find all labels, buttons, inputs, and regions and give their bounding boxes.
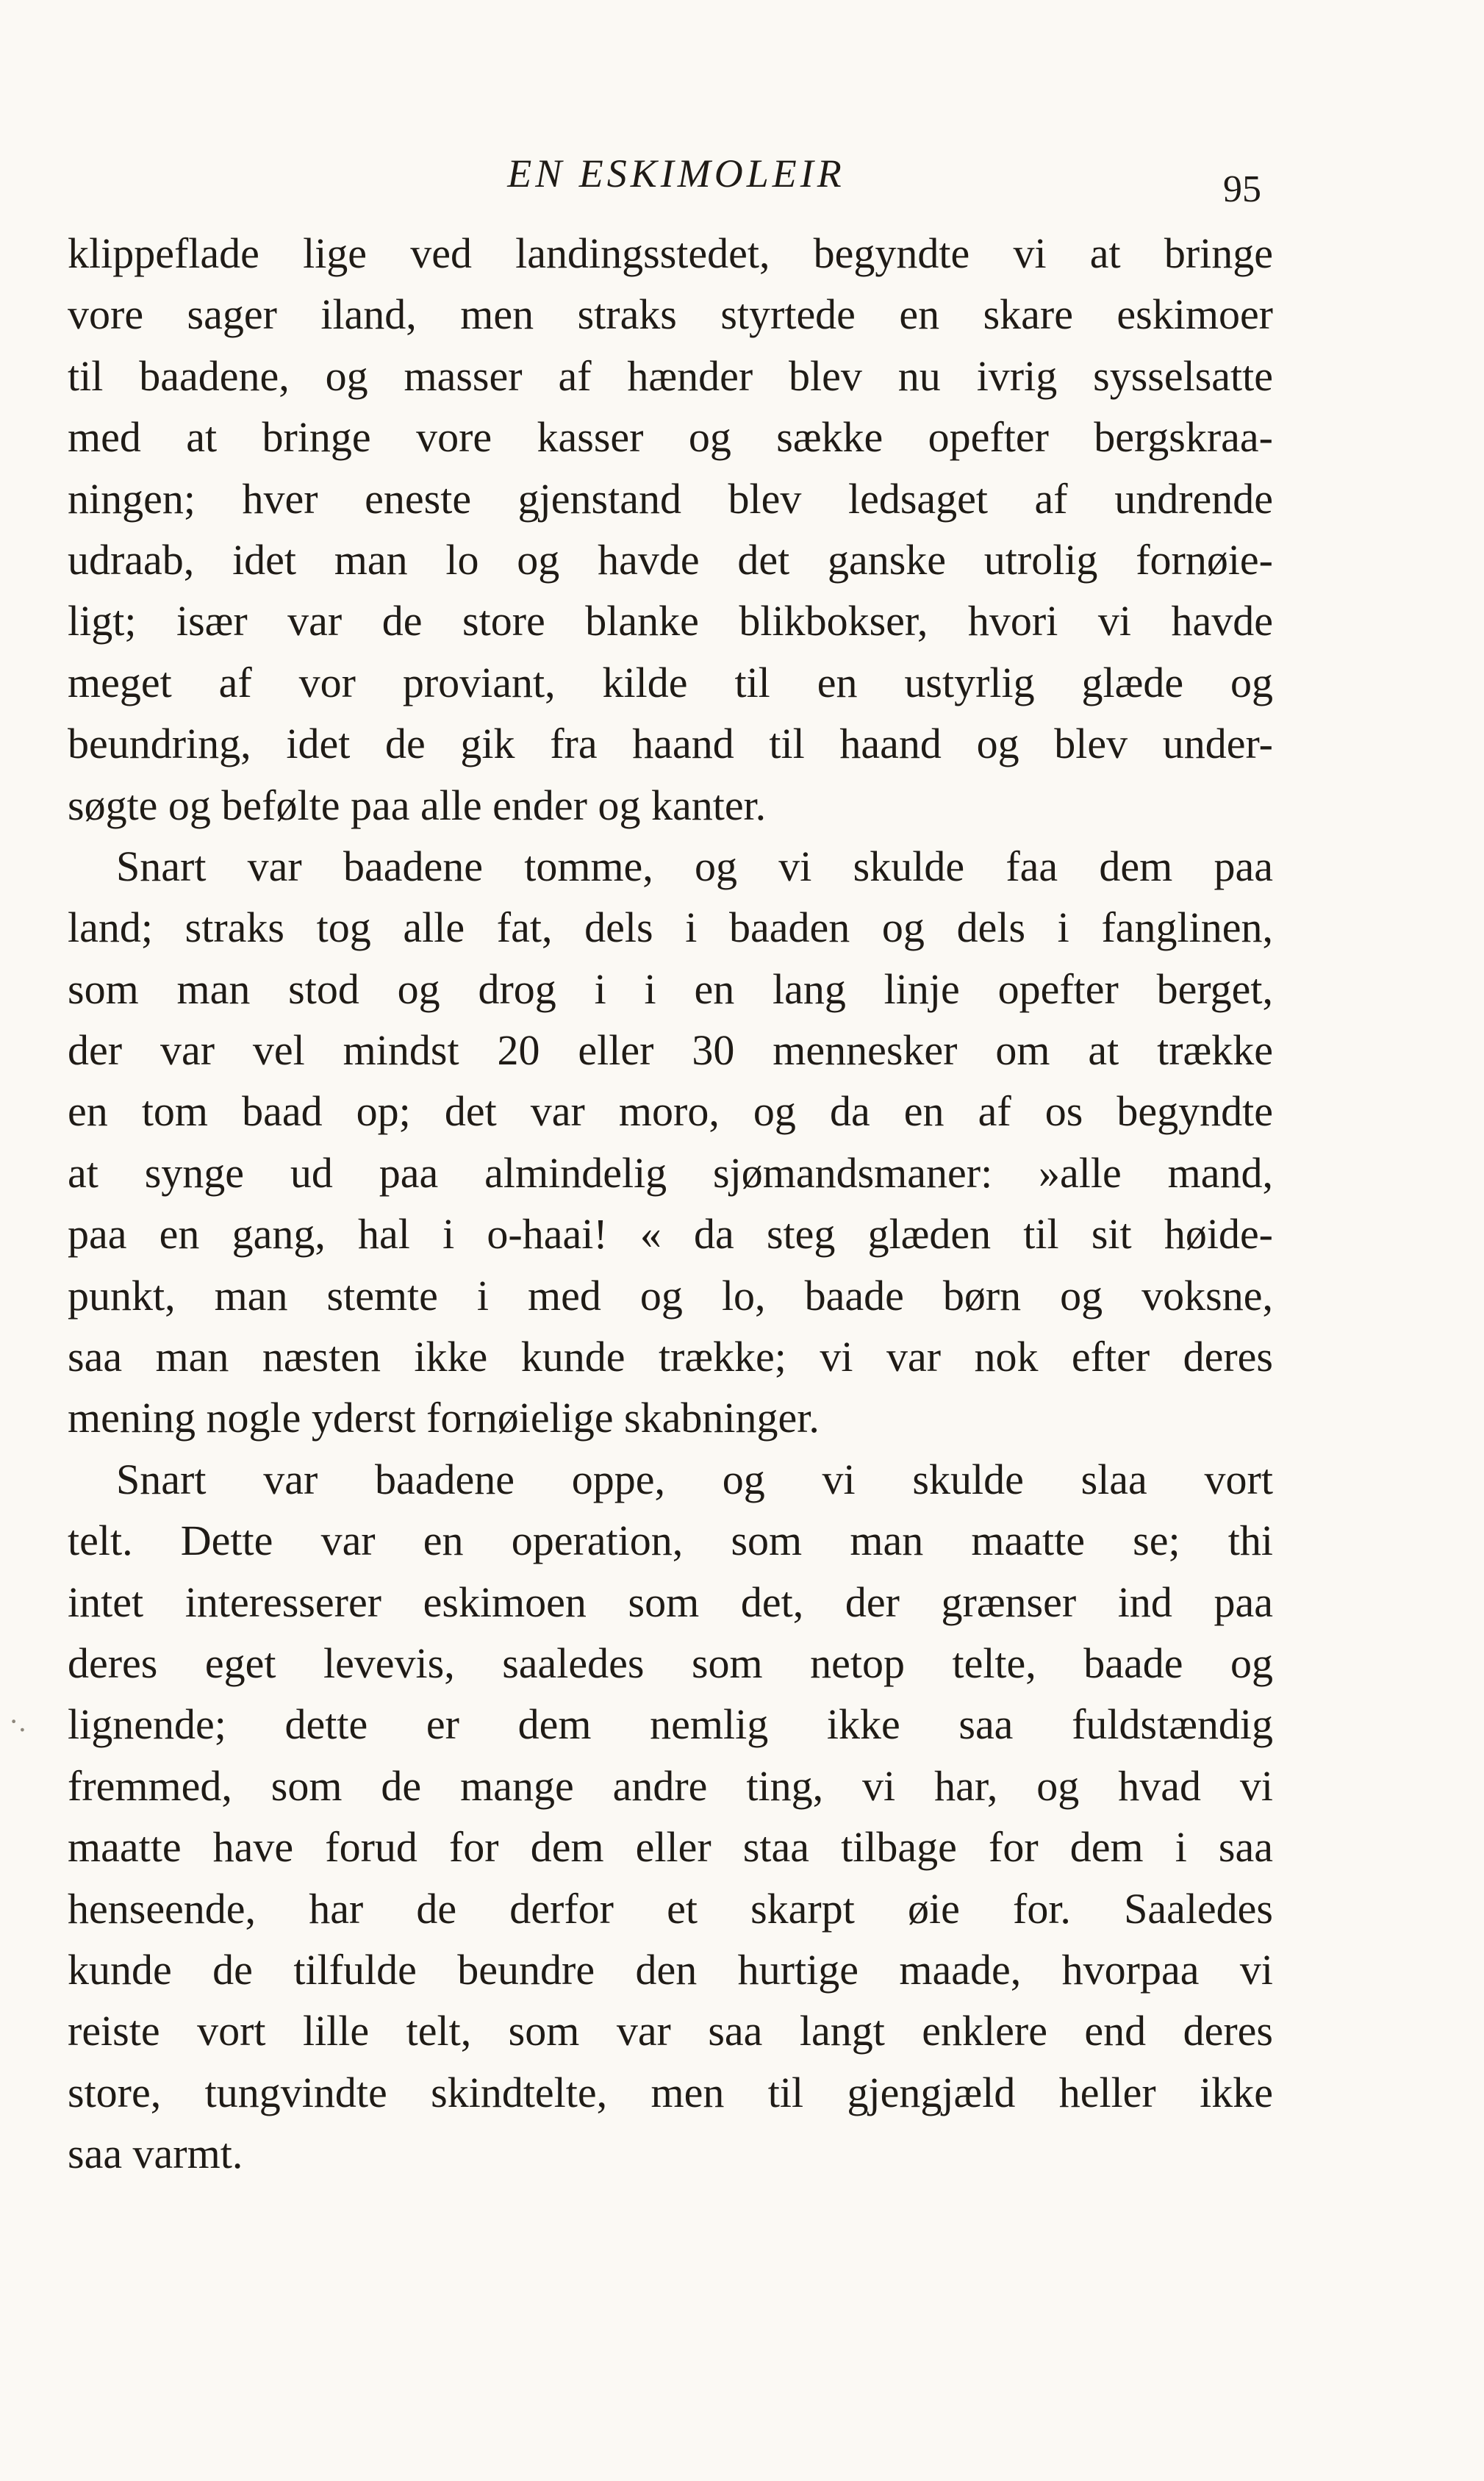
- text-line: meget af vor proviant, kilde til en ustyrlig glæde og: [68, 658, 1273, 706]
- text-line: til baadene, og masser af hænder blev nu ivrig sysselsatte: [68, 351, 1273, 400]
- running-title: EN ESKIMOLEIR: [507, 151, 845, 196]
- text-line: lignende; dette er dem nemlig ikke saa fuldstændig: [68, 1700, 1273, 1749]
- text-line: store, tungvindte skindtelte, men til gjengjæld heller ikke: [68, 2068, 1273, 2116]
- text-line: telt. Dette var en operation, som man maatte se; thi: [68, 1517, 1273, 1565]
- text-line: søgte og befølte paa alle ender og kanter.: [68, 781, 767, 829]
- text-line: reiste vort lille telt, som var saa langt enklere end deres: [68, 2007, 1273, 2055]
- text-line: som man stod og drog i i en lang linje opefter berget,: [68, 964, 1273, 1013]
- page-number: 95: [1223, 168, 1261, 210]
- text-line: en tom baad op; det var moro, og da en af os begyndte: [68, 1087, 1273, 1136]
- text-line: ningen; hver eneste gjenstand blev ledsaget af undrende: [68, 474, 1273, 523]
- text-line: ligt; især var de store blanke blikbokser, hvori vi havde: [68, 597, 1273, 645]
- text-line: paa en gang, hal i o-haai! « da steg glæden til sit høide-: [68, 1210, 1273, 1259]
- text-line: intet interesserer eskimoen som det, der grænser ind paa: [68, 1578, 1273, 1626]
- text-line: klippeflade lige ved landingsstedet, begyndte vi at bringe: [68, 229, 1273, 277]
- text-line: kunde de tilfulde beundre den hurtige maade, hvorpaa vi: [68, 1945, 1273, 1994]
- text-line: saa man næsten ikke kunde trække; vi var nok efter deres: [68, 1333, 1273, 1381]
- margin-mark: ·.: [9, 1705, 26, 1738]
- paragraph-start-line: Snart var baadene tomme, og vi skulde faa dem paa: [116, 842, 1273, 890]
- text-line: land; straks tog alle fat, dels i baaden og dels i fanglinen,: [68, 903, 1273, 952]
- text-line: at synge ud paa almindelig sjømandsmaner: »alle mand,: [68, 1148, 1273, 1197]
- text-line: der var vel mindst 20 eller 30 mennesker om at trække: [68, 1026, 1273, 1075]
- text-line: vore sager iland, men straks styrtede en skare eskimoer: [68, 290, 1273, 339]
- text-line: udraab, idet man lo og havde det ganske utrolig fornøie-: [68, 535, 1273, 584]
- text-line: saa varmt.: [68, 2130, 243, 2178]
- paragraph-start-line: Snart var baadene oppe, og vi skulde slaa vort: [116, 1455, 1273, 1503]
- text-line: beundring, idet de gik fra haand til haand og blev under-: [68, 720, 1273, 768]
- text-line: mening nogle yderst fornøielige skabninger.: [68, 1394, 820, 1442]
- text-line: henseende, har de derfor et skarpt øie for. Saaledes: [68, 1884, 1273, 1933]
- text-line: deres eget levevis, saaledes som netop telte, baade og: [68, 1639, 1273, 1687]
- text-line: maatte have forud for dem eller staa tilbage for dem i saa: [68, 1823, 1273, 1872]
- text-line: punkt, man stemte i med og lo, baade børn og voksne,: [68, 1271, 1273, 1320]
- running-head: [0, 144, 1484, 210]
- text-line: med at bringe vore kasser og sække opefter bergskraa-: [68, 413, 1273, 462]
- text-line: fremmed, som de mange andre ting, vi har, og hvad vi: [68, 1761, 1273, 1810]
- body-text: [68, 223, 1273, 2185]
